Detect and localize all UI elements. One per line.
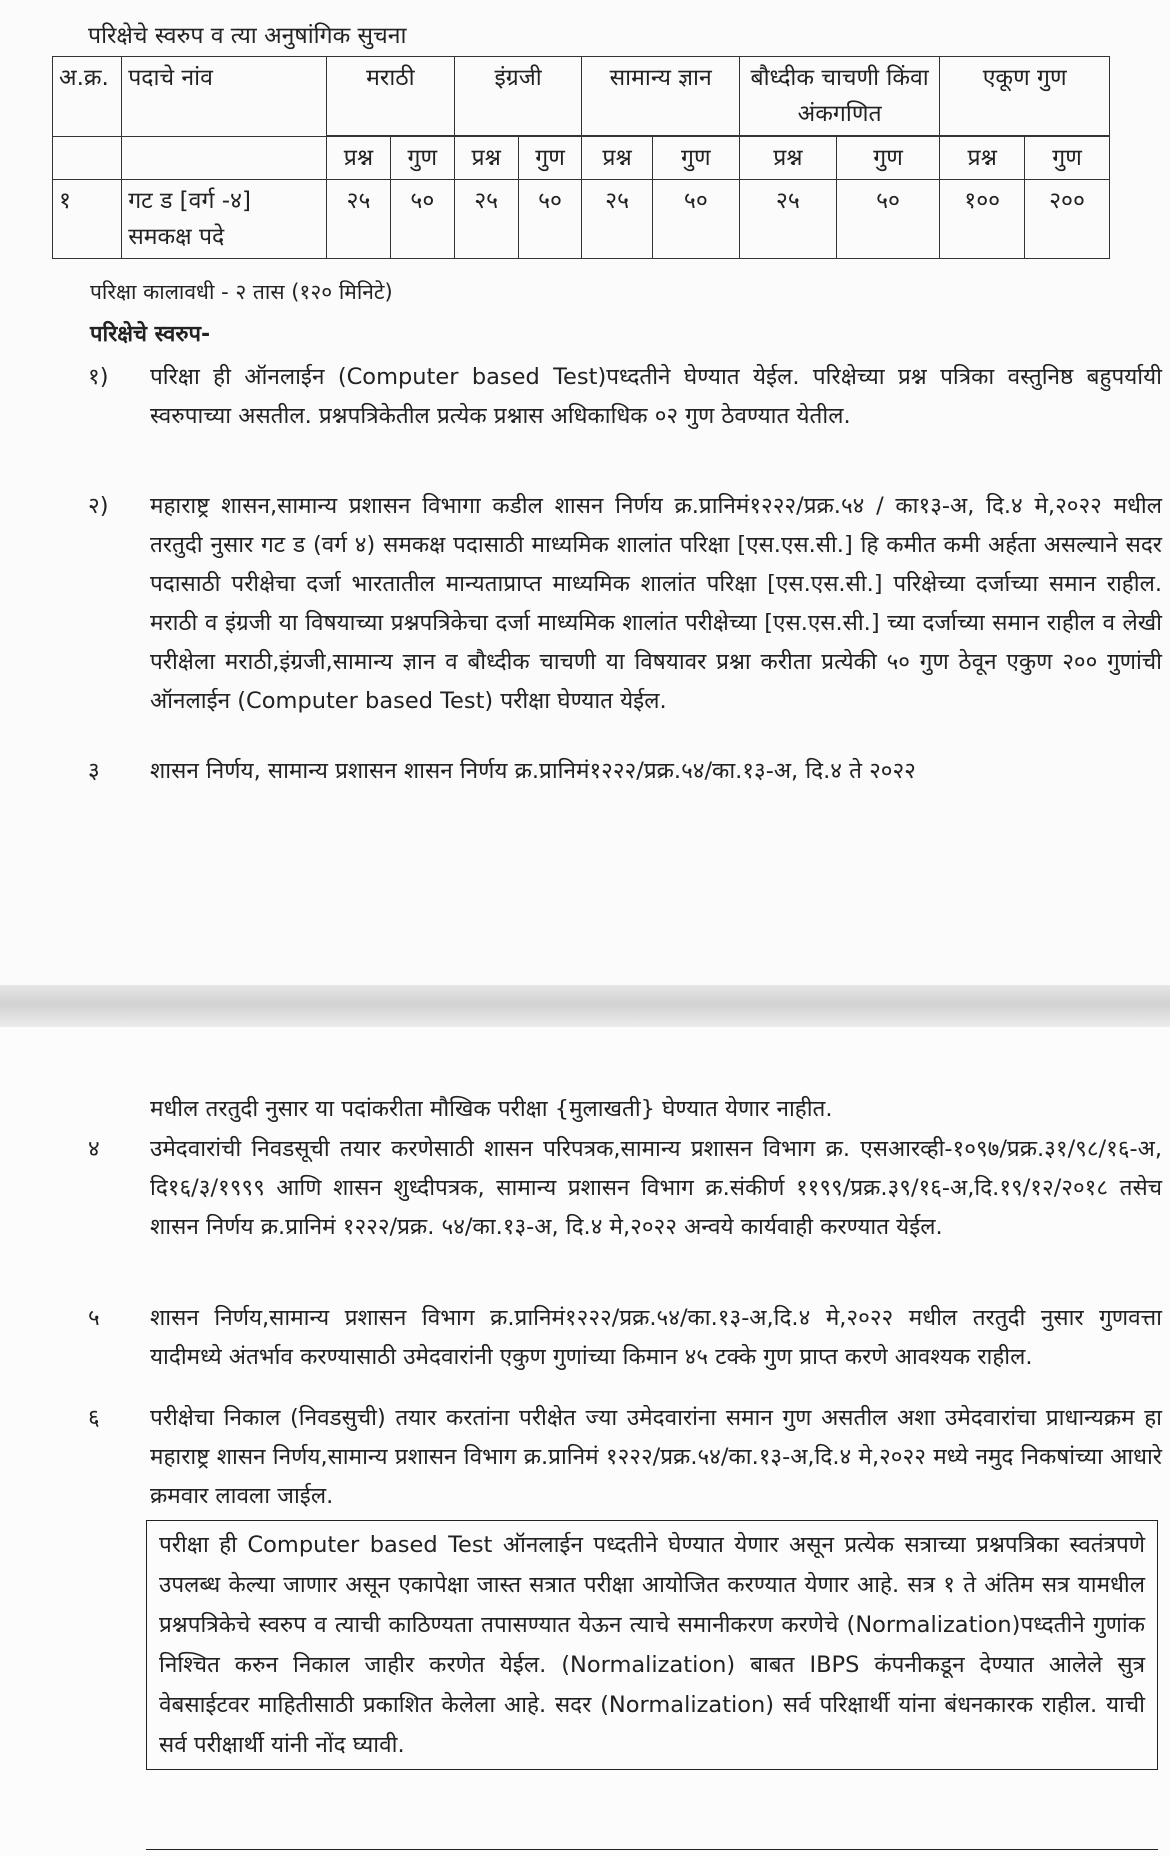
item-text: महाराष्ट्र शासन,सामान्य प्रशासन विभागा कडील शासन निर्णय क्र.प्रानिमं१२२२/प्रक्र.५४ / का१३-अ, दि.४ मे,२०२२ मधील तरतुदी नुसार गट ड (वर्ग ४) समकक्ष पदासाठी माध्यमिक शालांत परिक्षा [एस.एस.सी.] हि कमीत कमी अर्हता असल्याने सदर पदासाठी परीक्षेचा दर्जा भारतातील मान्यताप्राप्त माध्यमिक शालांत परिक्षा [एस.एस.सी.] परिक्षेच्या दर्जाच्या समान राहील. मराठी व इंग्रजी या विषयाच्या प्रश्नपत्रिकेचा दर्जा माध्यमिक शालांत परीक्षेच्या [एस.एस.सी.] च्या दर्जाच्या समान राहील व लेखी परीक्षेला मराठी,इंग्रजी,सामान्य ज्ञान व बौध्दीक चाचणी या विषयावर प्रश्ना करीता प्रत्येकी ५० गुण ठेवून एकुण २०० गुणांची ऑनलाईन (Computer based Test) परीक्षा घेण्यात येईल. xyxy=(150,493,1162,714)
item-text: शासन निर्णय, सामान्य प्रशासन शासन निर्णय क्र.प्रानिमं१२२२/प्रक्र.५४/का.१३-अ, दि.४ ते २०२२ xyxy=(150,758,916,784)
table-cell: २५ xyxy=(739,180,836,259)
table-cell: २५ xyxy=(582,180,652,259)
marks-header: गुण xyxy=(836,137,940,180)
col-post-header: पदाचे नांव xyxy=(122,57,327,137)
section-heading: परिक्षेचे स्वरुप व त्या अनुषांगिक सुचना xyxy=(88,23,407,49)
subject-total-header: एकूण गुण xyxy=(940,57,1110,136)
marks-header: गुण xyxy=(518,137,582,180)
item-text: परिक्षा ही ऑनलाईन (Computer based Test)पध्दतीने घेण्यात येईल. परिक्षेच्या प्रश्न पत्रिका वस्तुनिष्ठ बहुपर्यायी स्वरुपाच्या असतील. प्रश्नपत्रिकेतील प्रत्येक प्रश्नास अधिकाधिक ०२ गुण ठेवण्यात येतील. xyxy=(150,364,1162,429)
item-number: ६ xyxy=(88,1405,100,1431)
table-subheader-row xyxy=(53,137,1110,180)
subject-english-header: इंग्रजी xyxy=(454,57,582,136)
item-text: उमेदवारांची निवडसूची तयार करणेसाठी शासन परिपत्रक,सामान्य प्रशासन विभाग क्र. एसआरव्ही-१०९७/प्रक्र.३१/९८/१६-अ, दि१६/३/१९९९ आणि शासन शुध्दीपत्रक, सामान्य प्रशासन विभाग क्र.संकीर्ण ११९९/प्रक्र.३९/१६-अ,दि.१९/१२/२०१८ तसेच शासन निर्णय क्र.प्रानिमं १२२२/प्रक्र. ५४/का.१३-अ, दि.४ मे,२०२२ अन्वये कार्यवाही करण्यात येईल. xyxy=(150,1136,1162,1240)
exam-duration: परिक्षा कालावधी - २ तास (१२० मिनिटे) xyxy=(90,280,393,304)
row-serial: १ xyxy=(53,180,122,259)
item-number: १) xyxy=(88,364,109,390)
table-cell: १०० xyxy=(940,180,1025,259)
row-post: गट ड [वर्ग -४] समकक्ष पदे xyxy=(122,180,327,259)
page-two xyxy=(0,1027,1170,1856)
normalization-note-box: परीक्षा ही Computer based Test ऑनलाईन पध्दतीने घेण्यात येणार असून प्रत्येक सत्राच्या प्रश्नपत्रिका स्वतंत्रपणे उपलब्ध केल्या जाणार असून एकापेक्षा जास्त सत्रात परीक्षा आयोजित करण्यात येणार आहे. सत्र १ ते अंतिम सत्र यामधील प्रश्नपत्रिकेचे स्वरुप व त्याची काठिण्यता तपासण्यात येऊन त्याचे समानीकरण करणेचे (Normalization)पध्दतीने गुणांक निश्चित करुन निकाल जाहीर करणेत येईल. (Normalization) बाबत IBPS कंपनीकडून देण्यात आलेले सुत्र वेबसाईटवर माहितीसाठी प्रकाशित केलेला आहे. सदर (Normalization) सर्व परिक्षार्थी यांना बंधनकारक राहील. याची सर्व परीक्षार्थी यांनी नोंद घ्यावी. xyxy=(146,1520,1158,1770)
table-cell: २५ xyxy=(454,180,518,259)
table-cell: २०० xyxy=(1025,180,1110,259)
item-number: ५ xyxy=(88,1305,100,1331)
subject-gk-header: सामान्य ज्ञान xyxy=(582,57,739,136)
table-header-row xyxy=(53,57,1110,136)
page-break xyxy=(0,985,1170,1027)
table-cell: ५० xyxy=(390,180,454,259)
subject-marathi-header: मराठी xyxy=(327,57,455,136)
continuation-line: मधील तरतुदी नुसार या पदांकरीता मौखिक परीक्षा {मुलाखती} घेण्यात येणार नाहीत. xyxy=(150,1096,833,1122)
question-header: प्रश्न xyxy=(454,137,518,180)
item-text: शासन निर्णय,सामान्य प्रशासन विभाग क्र.प्रानिमं१२२२/प्रक्र.५४/का.१३-अ,दि.४ मे,२०२२ मधील तरतुदी नुसार गुणवत्ता यादीमध्ये अंतर्भाव करण्यासाठी उमेदवारांनी एकुण गुणांच्या किमान ४५ टक्के गुण प्राप्त करणे आवश्यक राहील. xyxy=(150,1305,1162,1370)
subject-reasoning-header: बौध्दीक चाचणी किंवा अंकगणित xyxy=(739,57,939,136)
exam-format-heading: परिक्षेचे स्वरुप- xyxy=(90,322,211,347)
table-cell: ५० xyxy=(518,180,582,259)
item-number: ४ xyxy=(88,1136,100,1162)
question-header: प्रश्न xyxy=(327,137,391,180)
question-header: प्रश्न xyxy=(739,137,836,180)
question-header: प्रश्न xyxy=(582,137,652,180)
table-row xyxy=(53,180,1110,259)
table-cell: ५० xyxy=(652,180,739,259)
marks-header: गुण xyxy=(390,137,454,180)
table-cell: २५ xyxy=(327,180,391,259)
marks-table xyxy=(52,56,1110,259)
item-number: २) xyxy=(88,493,109,519)
item-text: परीक्षेचा निकाल (निवडसुची) तयार करतांना परीक्षेत ज्या उमेदवारांना समान गुण असतील अशा उमेदवारांचा प्राधान्यक्रम हा महाराष्ट्र शासन निर्णय,सामान्य प्रशासन विभाग क्र.प्रानिमं १२२२/प्रक्र.५४/का.१३-अ,दि.४ मे,२०२२ मध्ये नमुद निकषांच्या आधारे क्रमवार लावला जाईल. xyxy=(150,1405,1162,1509)
question-header: प्रश्न xyxy=(940,137,1025,180)
col-serial-header: अ.क्र. xyxy=(53,57,122,137)
marks-header: गुण xyxy=(652,137,739,180)
table-cell: ५० xyxy=(836,180,940,259)
item-number: ३ xyxy=(88,758,100,784)
marks-header: गुण xyxy=(1025,137,1110,180)
